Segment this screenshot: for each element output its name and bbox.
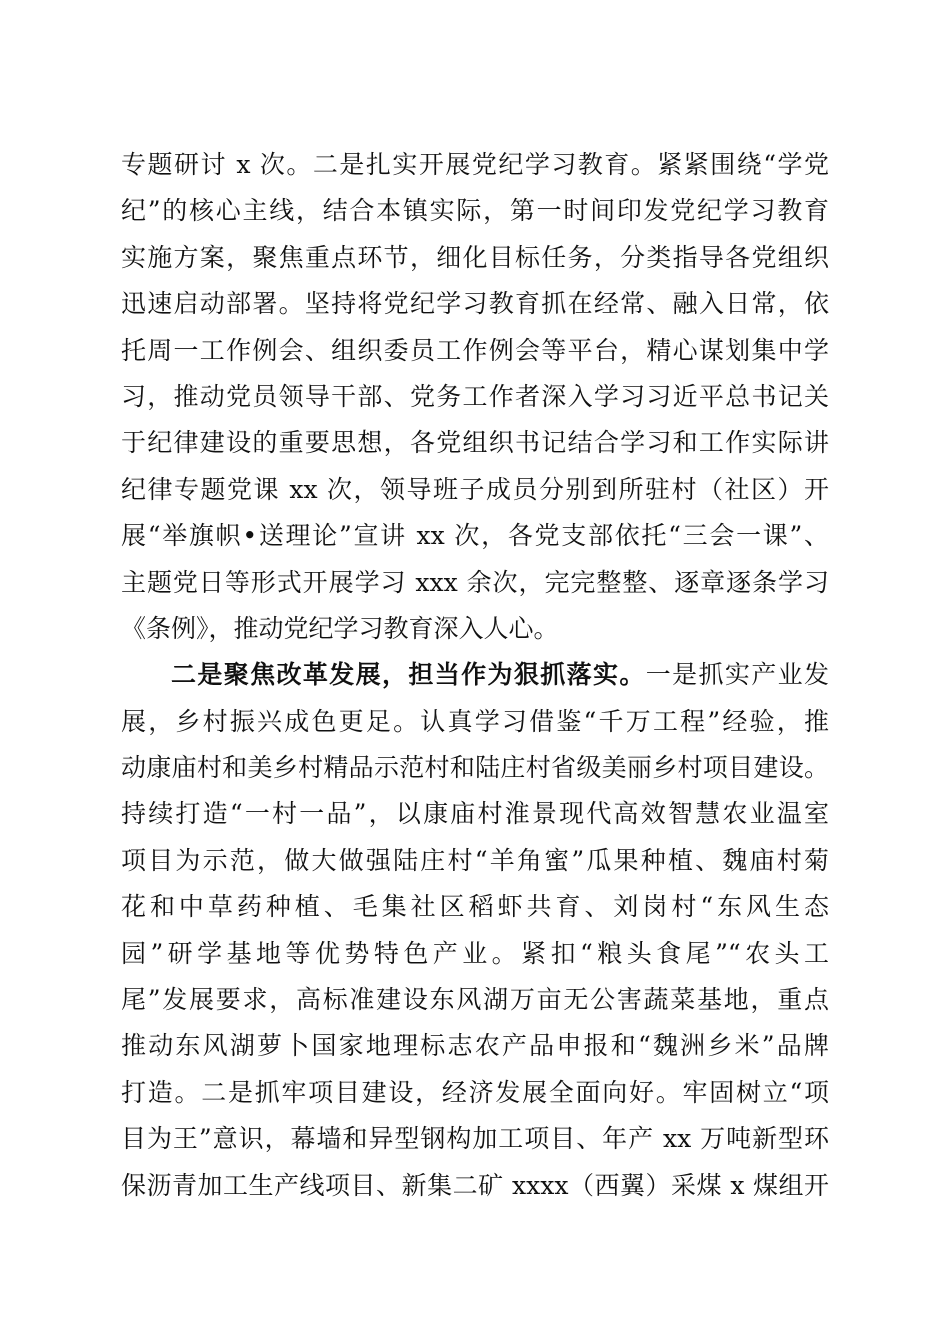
text-line: 动康庙村和美乡村精品示范村和陆庄村省级美丽乡村项目建设。: [121, 753, 829, 783]
text-line: 花和中草药种植、毛集社区稻虾共育、刘岗村“东风生态: [121, 892, 829, 922]
text-line: 托周一工作例会、组织委员工作例会等平台，精心谋划集中学: [121, 335, 829, 365]
text-line: 项目为示范，做大做强陆庄村“羊角蜜”瓜果种植、魏庙村菊: [121, 845, 829, 875]
text-line: 推动东风湖萝卜国家地理标志农产品申报和“魏洲乡米”品牌: [121, 1031, 829, 1061]
section-heading: 二是聚焦改革发展，担当作为狠抓落实。: [171, 660, 646, 690]
text-line: 习，推动党员领导干部、党务工作者深入学习习近平总书记关: [121, 381, 829, 411]
text-line: 实施方案，聚焦重点环节，细化目标任务，分类指导各党组织: [121, 242, 829, 272]
text-line: 目为王”意识，幕墙和异型钢构加工项目、年产 xx 万吨新型环: [121, 1124, 829, 1154]
text-line: 纪”的核心主线，结合本镇实际，第一时间印发党纪学习教育: [121, 196, 829, 226]
text-line: 展，乡村振兴成色更足。认真学习借鉴“千万工程”经验，推: [121, 706, 829, 736]
text-line: 展“举旗帜•送理论”宣讲 xx 次，各党支部依托“三会一课”、: [121, 521, 829, 551]
text-line: 主题党日等形式开展学习 xxx 余次，完完整整、逐章逐条学习: [121, 567, 829, 597]
text-line: 迅速启动部署。坚持将党纪学习教育抓在经常、融入日常，依: [121, 289, 829, 319]
paragraph-first-line: [121, 652, 829, 698]
text-line: 于纪律建设的重要思想，各党组织书记结合学习和工作实际讲: [121, 428, 829, 458]
text-line: 保沥青加工生产线项目、新集二矿 xxxx（西翼）采煤 x 煤组开: [121, 1170, 829, 1200]
text-line: 纪律专题党课 xx 次，领导班子成员分别到所驻村（社区）开: [121, 474, 829, 504]
text-line: 打造。二是抓牢项目建设，经济发展全面向好。牢固树立“项: [121, 1077, 829, 1107]
text-line: 《条例》，推动党纪学习教育深入人心。: [121, 613, 559, 643]
text-line: 园”研学基地等优势特色产业。紧扣“粮头食尾”“农头工: [121, 938, 829, 968]
text-run: 一是抓实产业发: [645, 660, 829, 690]
text-line: 持续打造“一村一品”，以康庙村淮景现代高效智慧农业温室: [121, 799, 829, 829]
text-line: 尾”发展要求，高标准建设东风湖万亩无公害蔬菜基地，重点: [121, 985, 829, 1015]
text-line: 专题研讨 x 次。二是扎实开展党纪学习教育。紧紧围绕“学党: [121, 150, 829, 179]
body-text: [121, 142, 829, 1209]
